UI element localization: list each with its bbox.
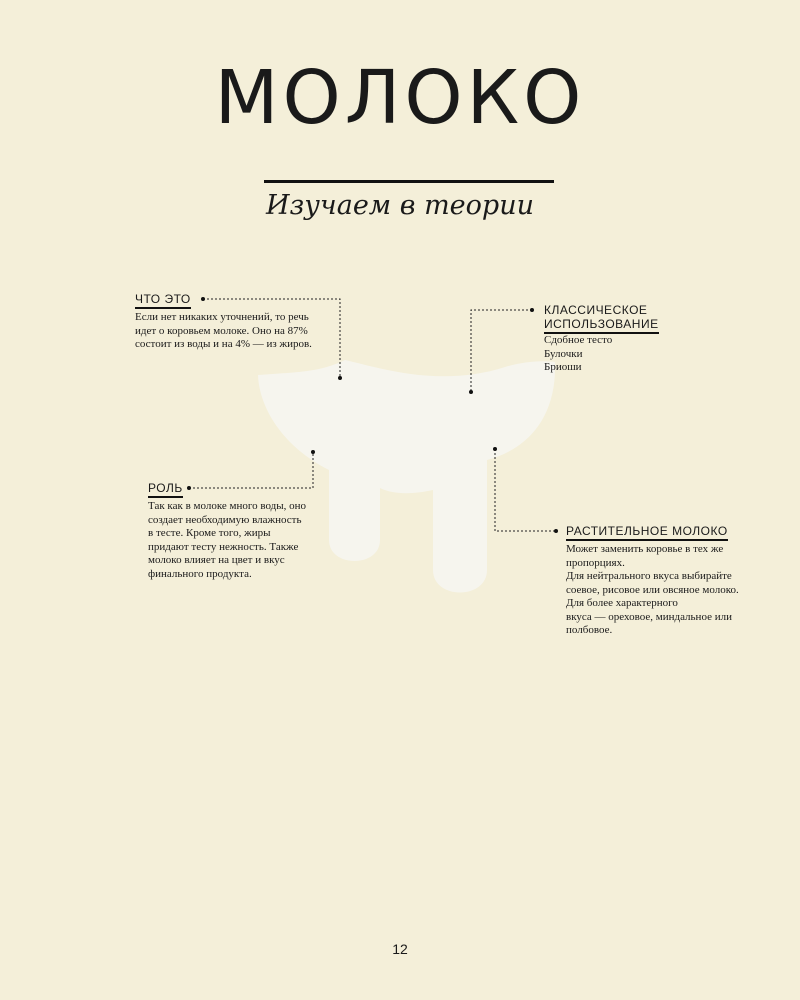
page-subtitle: Изучаем в теории <box>266 190 534 221</box>
text-line: молоко влияет на цвет и вкус <box>148 554 285 566</box>
connector-plant-end-dot <box>554 529 558 533</box>
text-line: Так как в молоке много воды, оно <box>148 500 307 512</box>
section-text-role <box>148 500 306 581</box>
text-line: соевое, рисовое или овсяное молоко. <box>566 583 739 596</box>
connector-role-start-dot <box>187 486 191 490</box>
text-line: Для более характерного <box>566 597 678 609</box>
list-item: Сдобное тесто <box>544 334 613 346</box>
section-text-plant <box>566 543 739 638</box>
heading-line: КЛАССИЧЕСКОЕ <box>544 303 648 317</box>
page-title: МОЛОКО <box>214 55 586 141</box>
text-line: Для нейтрального вкуса выбирайте <box>566 570 732 582</box>
connector-classic-end-dot <box>469 390 473 394</box>
text-line: пропорциях. <box>566 556 625 569</box>
section-heading-role: РОЛЬ <box>148 481 183 498</box>
heading-line: ИСПОЛЬЗОВАНИЕ <box>544 317 659 331</box>
text-line: в тесте. Кроме того, жиры <box>148 527 271 539</box>
list-item: Бриоши <box>544 361 582 373</box>
connector-what-end-dot <box>338 376 342 380</box>
text-line: финального продукта. <box>148 567 252 580</box>
text-line: вкуса — ореховое, миндальное или <box>566 610 732 623</box>
text-line: создает необходимую влажность <box>148 513 302 526</box>
text-line: идет о коровьем молоке. Оно на 87% <box>135 324 308 337</box>
text-line: полбовое. <box>566 624 613 636</box>
section-heading-what: ЧТО ЭТО <box>135 292 191 309</box>
connector-plant-start-dot <box>493 447 497 451</box>
section-text-what <box>135 311 312 352</box>
list-item: Булочки <box>544 347 583 360</box>
section-heading-plant: РАСТИТЕЛЬНОЕ МОЛОКО <box>566 524 728 541</box>
section-heading-classic <box>544 303 659 334</box>
connector-plant <box>495 449 556 531</box>
page-number: 12 <box>392 941 408 957</box>
text-line: состоит из воды и на 4% — из жиров. <box>135 338 312 350</box>
connector-role <box>189 452 313 488</box>
text-line: Если нет никаких уточнений, то речь <box>135 311 309 323</box>
section-text-classic <box>544 334 612 375</box>
text-line: Может заменить коровье в тех же <box>566 543 724 555</box>
text-line: придают тесту нежность. Также <box>148 540 299 553</box>
connector-role-end-dot <box>311 450 315 454</box>
connector-what-start-dot <box>201 297 205 301</box>
connector-classic-start-dot <box>530 308 534 312</box>
